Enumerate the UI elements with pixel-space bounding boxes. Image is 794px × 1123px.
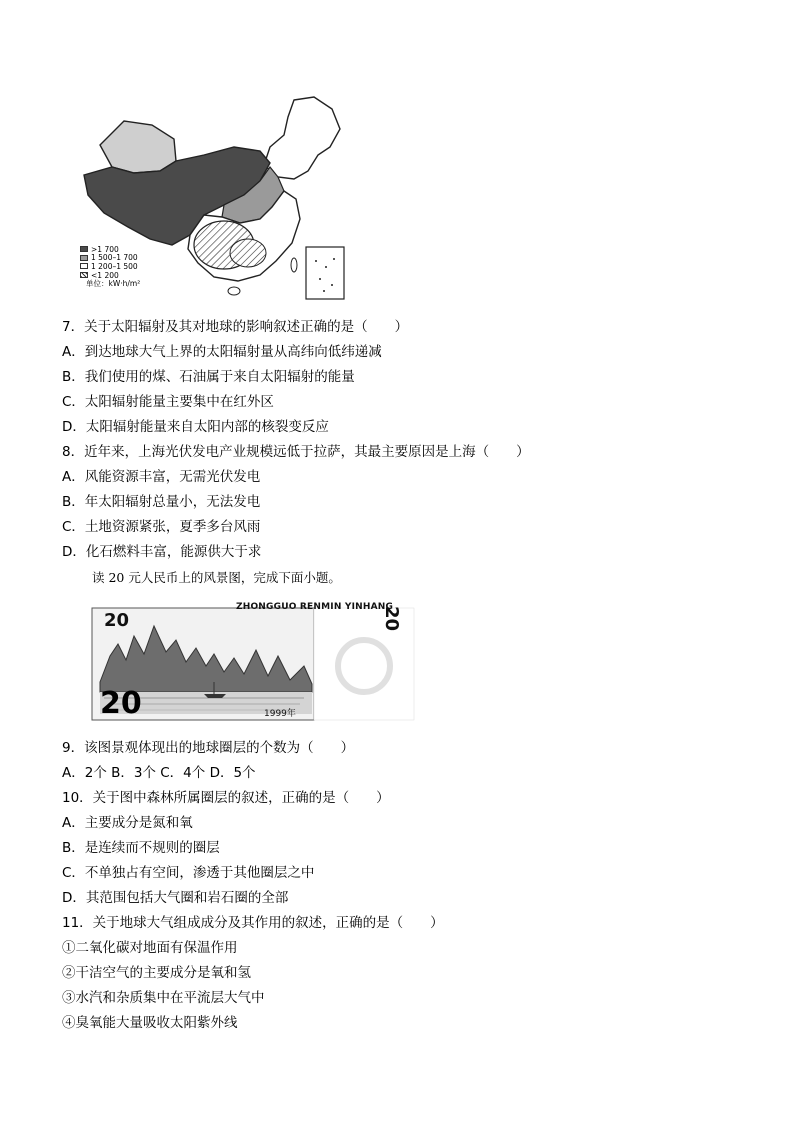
legend-item [80,254,140,263]
legend-item [80,262,140,271]
legend-label: <1 200 [91,270,119,280]
question-10-option-a: A．主要成分是氮和氧 [62,815,193,831]
banknote-value-right: 20 [381,606,402,632]
question-9-stem: 9．该图景观体现出的地球圈层的个数为（ ） [62,740,355,756]
question-8-stem: 8．近年来，上海光伏发电产业规模远低于拉萨，其最主要原因是上海（ ） [62,444,530,460]
banknote-value-bottom: 20 [100,686,142,721]
question-11-item-2: ②干洁空气的主要成分是氧和氢 [62,965,251,981]
solar-radiation-map [64,95,354,305]
legend-label: 1 500–1 700 [91,253,138,263]
question-7-option-a: A．到达地球大气上界的太阳辐射量从高纬向低纬递减 [62,344,382,360]
banknote-value-top: 20 [104,610,130,631]
question-8-option-c: C．土地资源紧张，夏季多台风雨 [62,519,261,535]
legend-label: 1 200–1 500 [91,261,138,271]
question-9-options: A．2个 B．3个 C．4个 D．5个 [62,765,256,781]
banknote-image [64,596,464,728]
banknote-year: 1999年 [264,709,296,719]
question-11-stem: 11．关于地球大气组成成分及其作用的叙述，正确的是（ ） [62,915,444,931]
legend-label: >1 700 [91,244,119,254]
legend-swatch [80,246,88,252]
question-8-option-a: A．风能资源丰富，无需光伏发电 [62,469,261,485]
question-8-option-d: D．化石燃料丰富，能源供大于求 [62,544,262,560]
question-10-stem: 10．关于图中森林所属圈层的叙述，正确的是（ ） [62,790,390,806]
question-8-option-b: B．年太阳辐射总量小，无法发电 [62,494,261,510]
legend-unit: 单位：kW·h/m² [86,279,141,289]
question-10-option-c: C．不单独占有空间，渗透于其他圈层之中 [62,865,315,881]
question-10-option-d: D．其范围包括大气圈和岩石圈的全部 [62,890,289,906]
legend-swatch [80,263,88,269]
question-7-option-c: C．太阳辐射能量主要集中在红外区 [62,394,274,410]
question-7-option-d: D．太阳辐射能量来自太阳内部的核裂变反应 [62,419,329,435]
legend-item [80,245,140,254]
legend-swatch [80,272,88,278]
question-11-item-3: ③水汽和杂质集中在平流层大气中 [62,990,265,1006]
question-11-item-1: ①二氧化碳对地面有保温作用 [62,940,238,956]
map-legend [80,245,140,288]
question-10-option-b: B．是连续而不规则的圈层 [62,840,220,856]
question-7-stem: 7．关于太阳辐射及其对地球的影响叙述正确的是（ ） [62,319,409,335]
reading-instruction: 读 20 元人民币上的风景图，完成下面小题。 [92,570,341,585]
legend-swatch [80,255,88,261]
question-11-item-4: ④臭氧能大量吸收太阳紫外线 [62,1015,238,1031]
banknote-pinyin: ZHONGGUO RENMIN YINHANG [236,602,394,612]
question-7-option-b: B．我们使用的煤、石油属于来自太阳辐射的能量 [62,369,355,385]
